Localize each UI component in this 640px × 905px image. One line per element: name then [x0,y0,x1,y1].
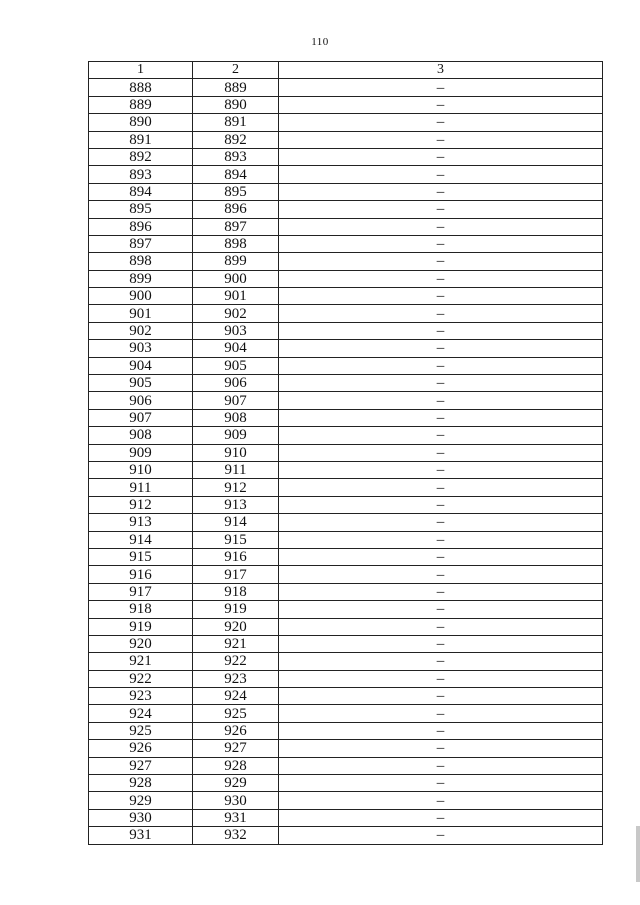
table-cell-col3: – [279,827,603,844]
table-cell-col2: 905 [193,357,279,374]
table-cell-col2: 897 [193,218,279,235]
table-cell-col2: 903 [193,322,279,339]
table-cell-col3: – [279,583,603,600]
table-cell-col1: 900 [89,288,193,305]
table-cell-col1: 914 [89,531,193,548]
table-cell-col1: 912 [89,496,193,513]
table-cell-col2: 892 [193,131,279,148]
table-cell-col2: 904 [193,340,279,357]
table-row [89,618,603,635]
table-cell-col3: – [279,322,603,339]
table-cell-col2: 915 [193,531,279,548]
table-cell-col2: 925 [193,705,279,722]
data-table [88,61,603,845]
table-cell-col1: 926 [89,740,193,757]
table-cell-col2: 917 [193,566,279,583]
table-row [89,757,603,774]
table-row [89,392,603,409]
table-row [89,201,603,218]
table-cell-col3: – [279,427,603,444]
table-header-row [89,62,603,79]
table-cell-col3: – [279,305,603,322]
table-cell-col3: – [279,531,603,548]
table-cell-col1: 929 [89,792,193,809]
table-cell-col3: – [279,705,603,722]
table-cell-col2: 912 [193,479,279,496]
table-cell-col3: – [279,566,603,583]
table-cell-col1: 909 [89,444,193,461]
table-cell-col1: 917 [89,583,193,600]
table-cell-col1: 910 [89,461,193,478]
table-cell-col1: 899 [89,270,193,287]
table-row [89,96,603,113]
table-cell-col3: – [279,496,603,513]
table-cell-col3: – [279,253,603,270]
table-row [89,253,603,270]
table-cell-col3: – [279,688,603,705]
table-cell-col1: 897 [89,235,193,252]
table-cell-col1: 902 [89,322,193,339]
table-row [89,235,603,252]
table-cell-col3: – [279,201,603,218]
table-cell-col1: 901 [89,305,193,322]
table-cell-col1: 923 [89,688,193,705]
table-cell-col2: 893 [193,148,279,165]
table-cell-col1: 895 [89,201,193,218]
table-row [89,740,603,757]
table-cell-col3: – [279,288,603,305]
table-cell-col2: 894 [193,166,279,183]
table-cell-col3: – [279,357,603,374]
table-cell-col1: 889 [89,96,193,113]
table-cell-col3: – [279,166,603,183]
table-cell-col1: 930 [89,809,193,826]
table-row [89,670,603,687]
table-cell-col3: – [279,514,603,531]
table-cell-col2: 895 [193,183,279,200]
table-cell-col3: – [279,809,603,826]
table-row [89,775,603,792]
table-cell-col3: – [279,792,603,809]
table-body [89,79,603,844]
table-row [89,601,603,618]
table-row [89,218,603,235]
table-cell-col1: 907 [89,409,193,426]
table-cell-col1: 928 [89,775,193,792]
table-cell-col3: – [279,479,603,496]
table-row [89,809,603,826]
table-cell-col2: 932 [193,827,279,844]
table-cell-col1: 918 [89,601,193,618]
table-cell-col1: 891 [89,131,193,148]
table-cell-col1: 924 [89,705,193,722]
table-cell-col3: – [279,461,603,478]
table-cell-col2: 907 [193,392,279,409]
table-cell-col2: 902 [193,305,279,322]
table-cell-col2: 910 [193,444,279,461]
table-row [89,409,603,426]
table-cell-col3: – [279,270,603,287]
table-row [89,270,603,287]
table-row [89,566,603,583]
table-cell-col1: 904 [89,357,193,374]
table-cell-col1: 911 [89,479,193,496]
table-row [89,688,603,705]
table-row [89,131,603,148]
table-row [89,722,603,739]
column-header-1: 1 [89,62,193,79]
table-cell-col3: – [279,740,603,757]
table-row [89,357,603,374]
table-cell-col3: – [279,635,603,652]
table-row [89,635,603,652]
scan-edge-mark [636,826,640,882]
table-cell-col3: – [279,218,603,235]
table-cell-col2: 928 [193,757,279,774]
table-cell-col2: 923 [193,670,279,687]
column-header-3: 3 [279,62,603,79]
table-row [89,479,603,496]
table-row [89,322,603,339]
table-row [89,340,603,357]
table-row [89,148,603,165]
table-cell-col3: – [279,114,603,131]
table-cell-col2: 898 [193,235,279,252]
table-cell-col2: 914 [193,514,279,531]
table-cell-col3: – [279,775,603,792]
table-cell-col1: 915 [89,548,193,565]
table-cell-col3: – [279,79,603,96]
table-cell-col2: 900 [193,270,279,287]
table-cell-col1: 931 [89,827,193,844]
table-cell-col1: 908 [89,427,193,444]
table-row [89,288,603,305]
table-cell-col1: 921 [89,653,193,670]
table-row [89,583,603,600]
table-cell-col1: 896 [89,218,193,235]
table-cell-col2: 927 [193,740,279,757]
table-cell-col3: – [279,653,603,670]
table-row [89,375,603,392]
table-cell-col2: 909 [193,427,279,444]
table-cell-col1: 894 [89,183,193,200]
table-row [89,514,603,531]
table-cell-col1: 916 [89,566,193,583]
table-row [89,79,603,96]
table-cell-col3: – [279,670,603,687]
page-number: 110 [311,36,329,48]
table-row [89,166,603,183]
table-cell-col3: – [279,148,603,165]
table-cell-col2: 931 [193,809,279,826]
table-row [89,444,603,461]
table-cell-col1: 925 [89,722,193,739]
table-cell-col2: 906 [193,375,279,392]
table-row [89,183,603,200]
table-row [89,653,603,670]
column-header-2: 2 [193,62,279,79]
table-cell-col1: 893 [89,166,193,183]
table-cell-col2: 926 [193,722,279,739]
table-cell-col2: 916 [193,548,279,565]
table-cell-col3: – [279,183,603,200]
table-row [89,705,603,722]
table-cell-col3: – [279,757,603,774]
table-cell-col2: 922 [193,653,279,670]
table-cell-col3: – [279,722,603,739]
table-cell-col3: – [279,131,603,148]
table-row [89,548,603,565]
table-cell-col1: 920 [89,635,193,652]
table-row [89,827,603,844]
table-cell-col2: 920 [193,618,279,635]
table-cell-col1: 905 [89,375,193,392]
table-cell-col2: 919 [193,601,279,618]
table-cell-col3: – [279,601,603,618]
table-cell-col2: 908 [193,409,279,426]
table-cell-col2: 901 [193,288,279,305]
table-cell-col2: 918 [193,583,279,600]
table-cell-col2: 899 [193,253,279,270]
table-row [89,531,603,548]
table-cell-col2: 921 [193,635,279,652]
table-cell-col3: – [279,235,603,252]
table-cell-col1: 922 [89,670,193,687]
table-row [89,305,603,322]
table-row [89,496,603,513]
table-cell-col2: 891 [193,114,279,131]
table-cell-col2: 929 [193,775,279,792]
table-cell-col3: – [279,444,603,461]
table-cell-col3: – [279,96,603,113]
table-cell-col2: 930 [193,792,279,809]
table-cell-col1: 903 [89,340,193,357]
table-cell-col3: – [279,548,603,565]
table-cell-col3: – [279,409,603,426]
table-cell-col1: 888 [89,79,193,96]
table-row [89,114,603,131]
table-cell-col3: – [279,392,603,409]
table-cell-col1: 919 [89,618,193,635]
table-cell-col2: 890 [193,96,279,113]
table-cell-col3: – [279,618,603,635]
table-cell-col2: 889 [193,79,279,96]
table-cell-col2: 913 [193,496,279,513]
table-cell-col1: 913 [89,514,193,531]
table-row [89,427,603,444]
table-cell-col2: 896 [193,201,279,218]
table-cell-col3: – [279,375,603,392]
table-cell-col1: 892 [89,148,193,165]
table-cell-col2: 924 [193,688,279,705]
table-cell-col1: 906 [89,392,193,409]
table-cell-col1: 890 [89,114,193,131]
table-cell-col1: 927 [89,757,193,774]
table-cell-col3: – [279,340,603,357]
table-cell-col1: 898 [89,253,193,270]
table-row [89,792,603,809]
table-row [89,461,603,478]
table-cell-col2: 911 [193,461,279,478]
